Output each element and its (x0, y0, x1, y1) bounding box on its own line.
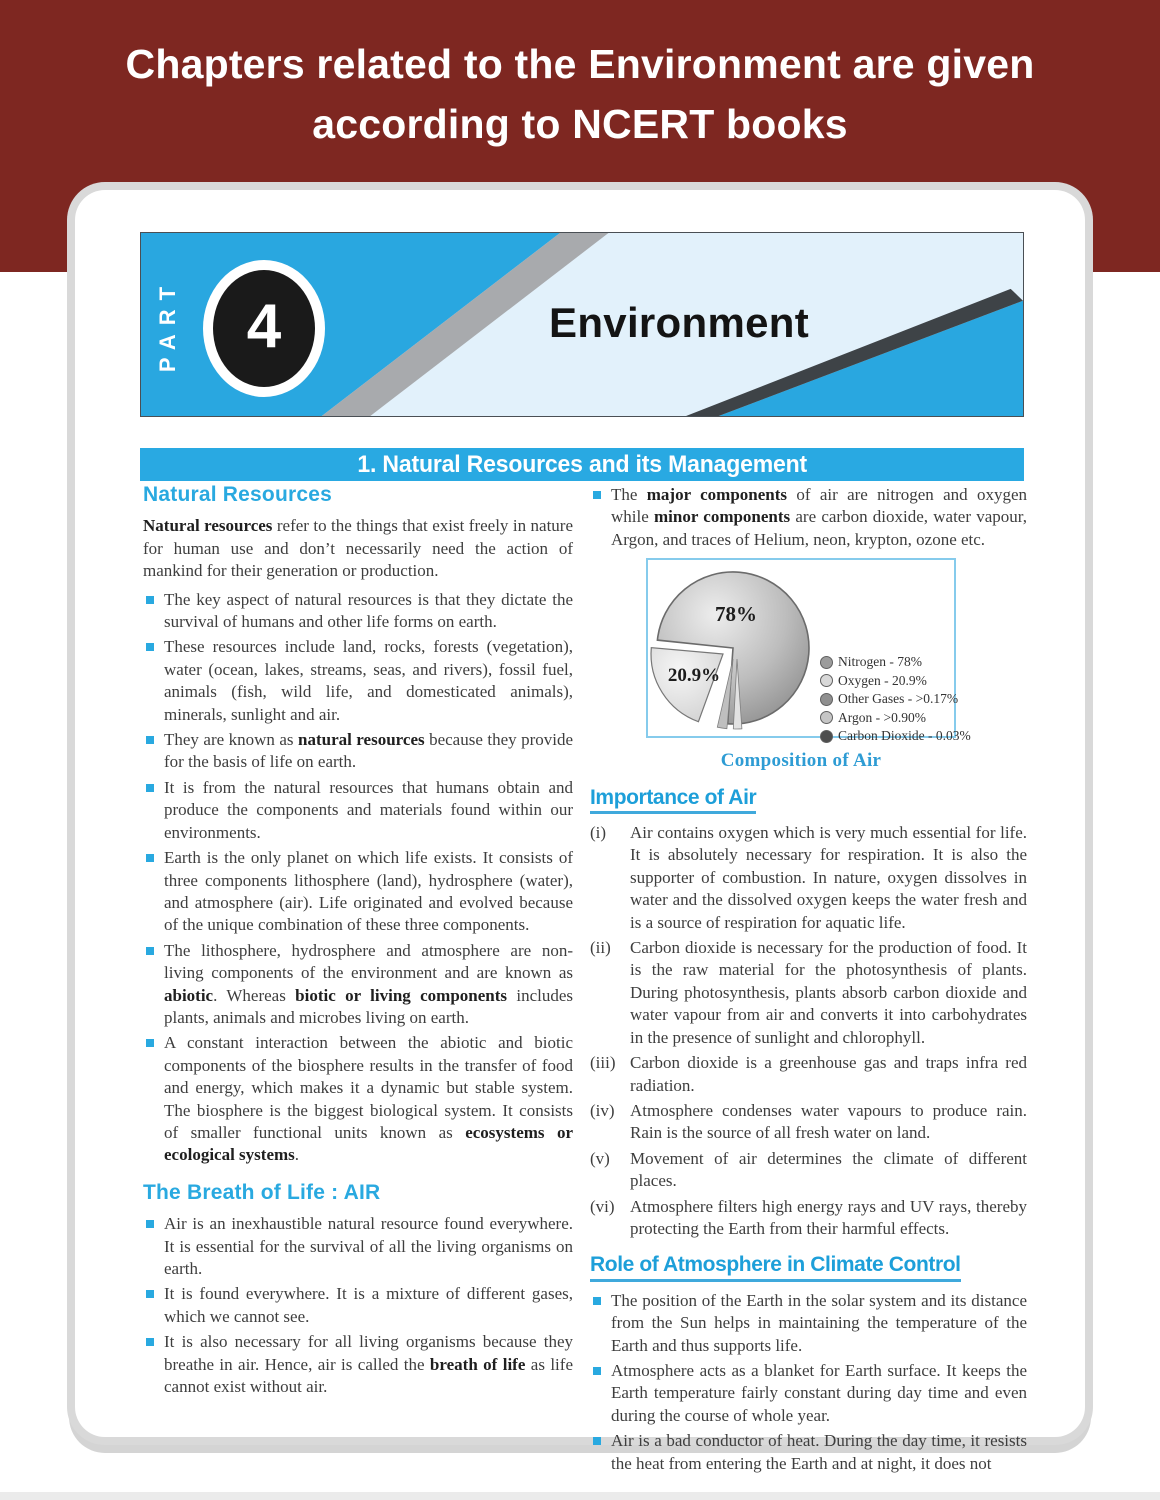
part-label: PART (155, 277, 180, 372)
importance-of-air-list (590, 822, 1027, 1240)
list-item: (iii) Carbon dioxide is a greenhouse gas and traps infra red radiation. (590, 1053, 1027, 1095)
list-item: These resources include land, rocks, forests (vegetation), water (ocean, lakes, streams, seas, and rivers), fossil fuel, animals (fish, wild life, and domesticated animals), minerals, sunlight and air. (143, 636, 573, 726)
legend-swatch (820, 656, 833, 669)
climate-control-list (590, 1290, 1027, 1475)
page-title-line2: according to NCERT books (312, 101, 848, 147)
list-item: (vi) Atmosphere filters high energy rays and UV rays, thereby protecting the Earth from their harmful effects. (590, 1196, 1027, 1238)
pie-label-nitrogen: 78% (715, 602, 757, 627)
composition-of-air-figure (646, 558, 971, 744)
part-banner (140, 232, 1024, 417)
part-number-badge (203, 260, 325, 397)
legend-swatch (820, 711, 833, 724)
natural-resources-list (143, 589, 573, 1167)
right-column (590, 484, 1027, 1478)
bottom-strip (0, 1492, 1160, 1500)
legend-item (820, 711, 971, 725)
list-item: The lithosphere, hydrosphere and atmosphere are non-living components of the environment and are known as abiotic. Whereas biotic or living components includes plants, animals and microbes living on earth. (143, 940, 573, 1030)
list-item: The key aspect of natural resources is that they dictate the survival of humans and other life forms on earth. (143, 589, 573, 634)
chapter-title: 1. Natural Resources and its Management (357, 450, 807, 478)
list-item: The major components of air are nitrogen and oxygen while minor components are carbon dioxide, water vapour, Argon, and traces of Helium, neon, krypton, ozone etc. (590, 484, 1027, 551)
page-title-line1: Chapters related to the Environment are given (125, 41, 1035, 87)
legend-label: Nitrogen - 78% (838, 654, 922, 670)
list-item: The position of the Earth in the solar system and its distance from the Sun helps in maintaining the temperature of the Earth and thus supports life. (590, 1290, 1027, 1357)
legend-label: Other Gases - >0.17% (838, 691, 959, 707)
legend-item (820, 692, 971, 706)
list-item: They are known as natural resources because they provide for the basis of life on earth. (143, 729, 573, 774)
intro-paragraph: Natural resources refer to the things that exist freely in nature for human use and don’t necessarily need the action of mankind for their generation or production. (143, 516, 574, 581)
pie-legend (820, 655, 971, 748)
list-item: (ii) Carbon dioxide is necessary for the production of food. It is the raw material for the photosynthesis of plants. During photosynthesis, plants absorb carbon dioxide and water vapour from air and converts it into carbohydrates in the presence of sunlight and chlorophyll. (590, 938, 1027, 1047)
legend-label: Carbon Dioxide - 0.03% (838, 728, 971, 744)
list-item: (iv) Atmosphere condenses water vapours to produce rain. Rain is the source of all fresh water on land. (590, 1100, 1027, 1143)
list-item: It is from the natural resources that humans obtain and produce the components and materials found within our environments. (143, 777, 573, 844)
section-heading-role-of-atmosphere: Role of Atmosphere in Climate Control (590, 1254, 1027, 1281)
pie-label-oxygen: 20.9% (667, 665, 721, 687)
section-heading-natural-resources: Natural Resources (143, 483, 332, 506)
list-item: Air is a bad conductor of heat. During the day time, it resists the heat from entering the Earth and at night, it does not (590, 1430, 1027, 1475)
list-item: Atmosphere acts as a blanket for Earth surface. It keeps the Earth temperature fairly constant during day time and even during the course of whole year. (590, 1360, 1027, 1427)
legend-item (820, 674, 971, 688)
air-components-list (590, 484, 1027, 551)
legend-item (820, 729, 971, 743)
list-item: Earth is the only planet on which life exists. It consists of three components lithosphere (land), hydrosphere (water), and atmosphere (air). Life originated and evolved because of the unique combination of these three components. (143, 847, 573, 937)
part-number: 4 (246, 292, 282, 361)
content-card (67, 182, 1093, 1473)
figure-caption: Composition of Air (720, 750, 882, 772)
legend-label: Oxygen - 20.9% (838, 672, 927, 688)
banner-title: Environment (549, 298, 810, 346)
section-heading-importance-of-air: Importance of Air (590, 787, 1027, 814)
list-item: Air is an inexhaustible natural resource found everywhere. It is essential for the survival of all the living organisms on earth. (143, 1213, 573, 1280)
chapter-title-bar (140, 448, 1024, 481)
legend-item (820, 655, 971, 669)
left-column (143, 484, 573, 1401)
breath-of-life-list (143, 1213, 573, 1398)
section-heading-breath-of-life: The Breath of Life : AIR (143, 1180, 381, 1204)
list-item: It is also necessary for all living organisms because they breathe in air. Hence, air is called the breath of life as life cannot exist without air. (143, 1331, 573, 1398)
list-item: (i) Air contains oxygen which is very much essential for life. It is absolutely necessary for respiration. It is also the supporter of combustion. In nature, oxygen dissolves in water and the dissolved oxygen keeps the water fresh and is a source of respiration for aquatic life. (590, 823, 1027, 932)
legend-label: Argon - >0.90% (838, 709, 926, 725)
list-item: (v) Movement of air determines the climate of different places. (590, 1148, 1027, 1191)
legend-swatch (820, 730, 833, 743)
legend-swatch (820, 674, 833, 687)
list-item: It is found everywhere. It is a mixture of different gases, which we cannot see. (143, 1283, 573, 1328)
page-title (0, 0, 1160, 154)
list-item: A constant interaction between the abiotic and biotic components of the biosphere results in the transfer of food and energy, which makes it a dynamic but stable system. The biosphere is the biggest biological system. It consists of smaller functional units known as ecosystems or ecological systems. (143, 1032, 573, 1166)
legend-swatch (820, 693, 833, 706)
